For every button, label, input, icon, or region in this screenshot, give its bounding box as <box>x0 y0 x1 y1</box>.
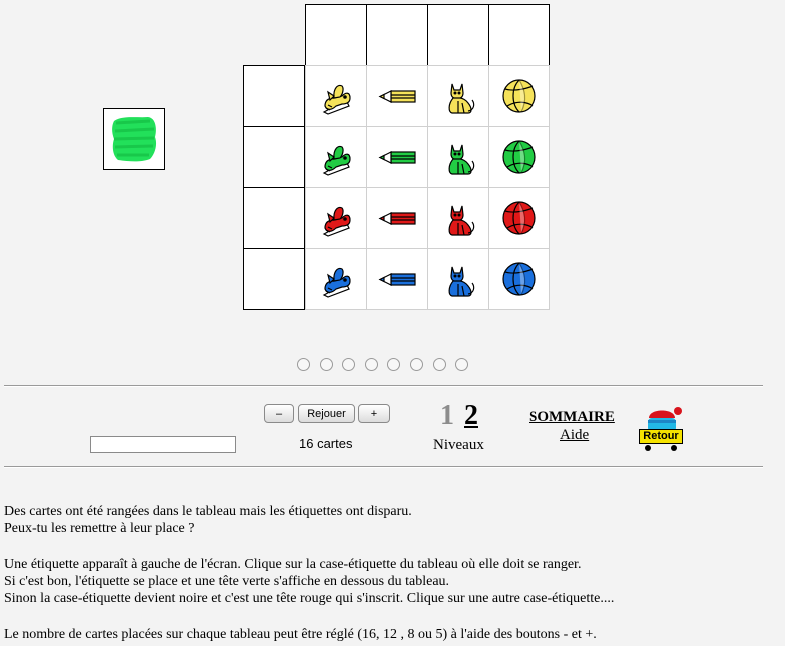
row-label-slot-3[interactable] <box>243 187 305 249</box>
instruction-line-1: Des cartes ont été rangées dans le tableau mais les étiquettes ont disparu. <box>4 504 412 519</box>
blue-dog-icon <box>316 259 356 299</box>
divider-bottom <box>4 466 763 468</box>
card-cell <box>305 187 367 249</box>
card-cell <box>305 248 367 310</box>
level-1-link[interactable]: 1 <box>440 400 454 431</box>
back-button[interactable] <box>638 404 686 452</box>
instruction-line-6: Le nombre de cartes placées sur chaque tableau peut être réglé (16, 12 , 8 ou 5) à l'aide des boutons - et +. <box>4 627 597 642</box>
card-cell <box>488 187 550 249</box>
instruction-line-3: Une étiquette apparaît à gauche de l'écran. Clique sur la case-étiquette du tableau où elle doit se ranger. <box>4 557 582 572</box>
progress-head-slot <box>342 358 355 371</box>
card-cell <box>366 187 428 249</box>
yellow-dog-icon <box>316 76 356 116</box>
green-blob-icon <box>104 109 164 169</box>
wheels-icon <box>638 444 686 452</box>
card-cell <box>366 126 428 188</box>
card-cell <box>488 65 550 127</box>
replay-button[interactable]: Rejouer <box>298 404 355 423</box>
green-dog-icon <box>316 137 356 177</box>
card-cell <box>488 126 550 188</box>
progress-head-slot <box>320 358 333 371</box>
level-2-link[interactable]: 2 <box>464 400 478 431</box>
red-ball-icon <box>499 198 539 238</box>
yellow-cat-icon <box>438 76 478 116</box>
yellow-pencil-icon <box>377 76 417 116</box>
instruction-line-5: Sinon la case-étiquette devient noire et c'est une tête rouge qui s'inscrit. Clique sur une autre case-étiquette.... <box>4 591 615 606</box>
green-ball-icon <box>499 137 539 177</box>
column-label-slot-1[interactable] <box>305 4 367 66</box>
answer-text-field[interactable] <box>90 436 236 453</box>
blue-pencil-icon <box>377 259 417 299</box>
back-label: Retour <box>639 429 683 444</box>
green-cat-icon <box>438 137 478 177</box>
card-cell <box>427 248 489 310</box>
row-label-slot-1[interactable] <box>243 65 305 127</box>
blue-cat-icon <box>438 259 478 299</box>
column-label-slot-2[interactable] <box>366 4 428 66</box>
divider-top <box>4 385 763 387</box>
card-cell <box>427 187 489 249</box>
card-cell <box>305 126 367 188</box>
red-cat-icon <box>438 198 478 238</box>
progress-head-slot <box>365 358 378 371</box>
progress-head-slot <box>455 358 468 371</box>
card-cell <box>366 248 428 310</box>
minus-button[interactable]: – <box>264 404 294 423</box>
column-label-slot-4[interactable] <box>488 4 550 66</box>
progress-head-slot <box>387 358 400 371</box>
red-dog-icon <box>316 198 356 238</box>
plus-button[interactable]: + <box>358 404 390 423</box>
column-label-slot-3[interactable] <box>427 4 489 66</box>
row-label-slot-4[interactable] <box>243 248 305 310</box>
blue-ball-icon <box>499 259 539 299</box>
progress-head-slot <box>297 358 310 371</box>
yellow-ball-icon <box>499 76 539 116</box>
red-pencil-icon <box>377 198 417 238</box>
instruction-line-2: Peux-tu les remettre à leur place ? <box>4 521 195 536</box>
instruction-line-4: Si c'est bon, l'étiquette se place et une tête verte s'affiche en dessous du tableau. <box>4 574 450 589</box>
row-label-slot-2[interactable] <box>243 126 305 188</box>
summary-link[interactable]: SOMMAIRE <box>529 409 615 425</box>
progress-head-slot <box>433 358 446 371</box>
current-label-card <box>103 108 165 170</box>
card-cell <box>427 65 489 127</box>
green-pencil-icon <box>377 137 417 177</box>
card-cell <box>427 126 489 188</box>
card-cell <box>366 65 428 127</box>
progress-head-slot <box>410 358 423 371</box>
help-link[interactable]: Aide <box>560 427 590 443</box>
card-count: 16 cartes <box>299 436 353 451</box>
levels-label: Niveaux <box>433 437 484 453</box>
card-cell <box>305 65 367 127</box>
card-cell <box>488 248 550 310</box>
